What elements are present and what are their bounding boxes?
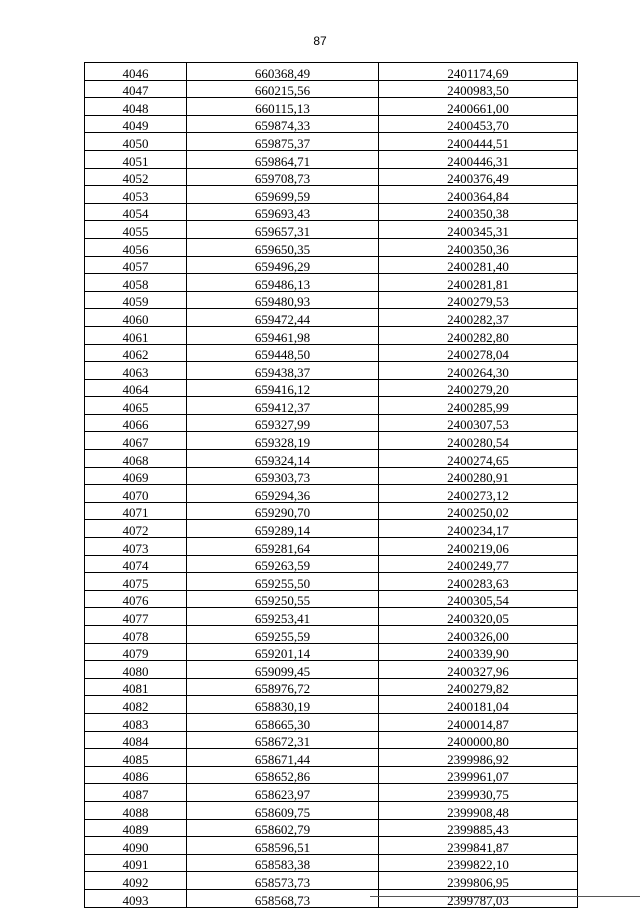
point-number-cell: 4086 — [85, 766, 187, 784]
y-coordinate-cell: 2400282,37 — [379, 309, 578, 327]
table-row — [85, 63, 578, 81]
table-row — [85, 731, 578, 749]
table-row — [85, 854, 578, 872]
point-number-cell: 4070 — [85, 485, 187, 503]
y-coordinate-cell: 2400326,00 — [379, 626, 578, 644]
y-coordinate-cell: 2400280,91 — [379, 467, 578, 485]
table-row — [85, 889, 578, 907]
x-coordinate-cell: 659281,64 — [187, 538, 379, 556]
y-coordinate-cell: 2400281,40 — [379, 256, 578, 274]
point-number-cell: 4067 — [85, 432, 187, 450]
y-coordinate-cell: 2400339,90 — [379, 643, 578, 661]
x-coordinate-cell: 659416,12 — [187, 379, 379, 397]
table-row — [85, 168, 578, 186]
x-coordinate-cell: 658596,51 — [187, 837, 379, 855]
table-row — [85, 837, 578, 855]
table-row — [85, 538, 578, 556]
table-row — [85, 344, 578, 362]
x-coordinate-cell: 658976,72 — [187, 678, 379, 696]
y-coordinate-cell: 2400278,04 — [379, 344, 578, 362]
y-coordinate-cell: 2400350,38 — [379, 203, 578, 221]
point-number-cell: 4066 — [85, 414, 187, 432]
x-coordinate-cell: 659438,37 — [187, 362, 379, 380]
x-coordinate-cell: 658665,30 — [187, 713, 379, 731]
table-row — [85, 221, 578, 239]
y-coordinate-cell: 2399885,43 — [379, 819, 578, 837]
y-coordinate-cell: 2400280,54 — [379, 432, 578, 450]
point-number-cell: 4093 — [85, 889, 187, 907]
y-coordinate-cell: 2400279,82 — [379, 678, 578, 696]
table-row — [85, 713, 578, 731]
x-coordinate-cell: 659486,13 — [187, 274, 379, 292]
x-coordinate-cell: 658568,73 — [187, 889, 379, 907]
table-row — [85, 133, 578, 151]
y-coordinate-cell: 2400376,49 — [379, 168, 578, 186]
table-row — [85, 520, 578, 538]
y-coordinate-cell: 2400327,96 — [379, 661, 578, 679]
table-row — [85, 626, 578, 644]
x-coordinate-cell: 658583,38 — [187, 854, 379, 872]
y-coordinate-cell: 2399806,95 — [379, 872, 578, 890]
table-row — [85, 661, 578, 679]
x-coordinate-cell: 660115,13 — [187, 98, 379, 116]
y-coordinate-cell: 2400273,12 — [379, 485, 578, 503]
y-coordinate-cell: 2400000,80 — [379, 731, 578, 749]
point-number-cell: 4074 — [85, 555, 187, 573]
x-coordinate-cell: 659657,31 — [187, 221, 379, 239]
table-row — [85, 872, 578, 890]
y-coordinate-cell: 2400279,20 — [379, 379, 578, 397]
point-number-cell: 4051 — [85, 150, 187, 168]
table-row — [85, 274, 578, 292]
y-coordinate-cell: 2399986,92 — [379, 749, 578, 767]
point-number-cell: 4071 — [85, 502, 187, 520]
table-row — [85, 80, 578, 98]
table-row — [85, 326, 578, 344]
scan-edge-line — [370, 896, 640, 897]
x-coordinate-cell: 659699,59 — [187, 186, 379, 204]
x-coordinate-cell: 659290,70 — [187, 502, 379, 520]
point-number-cell: 4058 — [85, 274, 187, 292]
y-coordinate-cell: 2400282,80 — [379, 326, 578, 344]
table-row — [85, 203, 578, 221]
point-number-cell: 4072 — [85, 520, 187, 538]
point-number-cell: 4054 — [85, 203, 187, 221]
y-coordinate-cell: 2400283,63 — [379, 573, 578, 591]
x-coordinate-cell: 659324,14 — [187, 450, 379, 468]
x-coordinate-cell: 659255,50 — [187, 573, 379, 591]
point-number-cell: 4089 — [85, 819, 187, 837]
point-number-cell: 4060 — [85, 309, 187, 327]
x-coordinate-cell: 659250,55 — [187, 590, 379, 608]
point-number-cell: 4081 — [85, 678, 187, 696]
y-coordinate-cell: 2400234,17 — [379, 520, 578, 538]
y-coordinate-cell: 2400249,77 — [379, 555, 578, 573]
point-number-cell: 4080 — [85, 661, 187, 679]
point-number-cell: 4052 — [85, 168, 187, 186]
x-coordinate-cell: 659412,37 — [187, 397, 379, 415]
table-row — [85, 485, 578, 503]
x-coordinate-cell: 658623,97 — [187, 784, 379, 802]
table-row — [85, 766, 578, 784]
point-number-cell: 4077 — [85, 608, 187, 626]
x-coordinate-cell: 659328,19 — [187, 432, 379, 450]
y-coordinate-cell: 2400320,05 — [379, 608, 578, 626]
y-coordinate-cell: 2400661,00 — [379, 98, 578, 116]
table-row — [85, 98, 578, 116]
point-number-cell: 4069 — [85, 467, 187, 485]
y-coordinate-cell: 2400305,54 — [379, 590, 578, 608]
x-coordinate-cell: 659448,50 — [187, 344, 379, 362]
y-coordinate-cell: 2399787,03 — [379, 889, 578, 907]
point-number-cell: 4084 — [85, 731, 187, 749]
x-coordinate-cell: 659496,29 — [187, 256, 379, 274]
point-number-cell: 4046 — [85, 63, 187, 81]
x-coordinate-cell: 659480,93 — [187, 291, 379, 309]
x-coordinate-cell: 659263,59 — [187, 555, 379, 573]
point-number-cell: 4087 — [85, 784, 187, 802]
x-coordinate-cell: 658830,19 — [187, 696, 379, 714]
table-row — [85, 573, 578, 591]
table-row — [85, 678, 578, 696]
point-number-cell: 4055 — [85, 221, 187, 239]
point-number-cell: 4068 — [85, 450, 187, 468]
table-row — [85, 696, 578, 714]
page-number: 87 — [313, 34, 327, 48]
y-coordinate-cell: 2399841,87 — [379, 837, 578, 855]
table-row — [85, 379, 578, 397]
point-number-cell: 4064 — [85, 379, 187, 397]
y-coordinate-cell: 2400281,81 — [379, 274, 578, 292]
x-coordinate-cell: 659255,59 — [187, 626, 379, 644]
x-coordinate-cell: 658602,79 — [187, 819, 379, 837]
x-coordinate-cell: 659201,14 — [187, 643, 379, 661]
x-coordinate-cell: 659289,14 — [187, 520, 379, 538]
x-coordinate-cell: 658672,31 — [187, 731, 379, 749]
x-coordinate-cell: 659461,98 — [187, 326, 379, 344]
point-number-cell: 4092 — [85, 872, 187, 890]
x-coordinate-cell: 659864,71 — [187, 150, 379, 168]
table-row — [85, 749, 578, 767]
y-coordinate-cell: 2400307,53 — [379, 414, 578, 432]
y-coordinate-cell: 2400350,36 — [379, 238, 578, 256]
x-coordinate-cell: 659303,73 — [187, 467, 379, 485]
point-number-cell: 4050 — [85, 133, 187, 151]
point-number-cell: 4083 — [85, 713, 187, 731]
x-coordinate-cell: 659650,35 — [187, 238, 379, 256]
point-number-cell: 4091 — [85, 854, 187, 872]
y-coordinate-cell: 2400274,65 — [379, 450, 578, 468]
table-row — [85, 450, 578, 468]
point-number-cell: 4056 — [85, 238, 187, 256]
y-coordinate-cell: 2399961,07 — [379, 766, 578, 784]
point-number-cell: 4076 — [85, 590, 187, 608]
y-coordinate-cell: 2401174,69 — [379, 63, 578, 81]
table-row — [85, 784, 578, 802]
point-number-cell: 4085 — [85, 749, 187, 767]
y-coordinate-cell: 2400285,99 — [379, 397, 578, 415]
x-coordinate-cell: 659327,99 — [187, 414, 379, 432]
table-row — [85, 819, 578, 837]
table-row — [85, 608, 578, 626]
y-coordinate-cell: 2400453,70 — [379, 115, 578, 133]
point-number-cell: 4053 — [85, 186, 187, 204]
table-row — [85, 256, 578, 274]
point-number-cell: 4082 — [85, 696, 187, 714]
point-number-cell: 4079 — [85, 643, 187, 661]
table-row — [85, 467, 578, 485]
x-coordinate-cell: 659708,73 — [187, 168, 379, 186]
point-number-cell: 4063 — [85, 362, 187, 380]
y-coordinate-cell: 2400345,31 — [379, 221, 578, 239]
x-coordinate-cell: 660215,56 — [187, 80, 379, 98]
point-number-cell: 4057 — [85, 256, 187, 274]
point-number-cell: 4049 — [85, 115, 187, 133]
x-coordinate-cell: 658671,44 — [187, 749, 379, 767]
point-number-cell: 4090 — [85, 837, 187, 855]
y-coordinate-cell: 2399908,48 — [379, 801, 578, 819]
x-coordinate-cell: 659253,41 — [187, 608, 379, 626]
y-coordinate-cell: 2400444,51 — [379, 133, 578, 151]
point-number-cell: 4059 — [85, 291, 187, 309]
table-row — [85, 432, 578, 450]
x-coordinate-cell: 658652,86 — [187, 766, 379, 784]
y-coordinate-cell: 2399822,10 — [379, 854, 578, 872]
y-coordinate-cell: 2400181,04 — [379, 696, 578, 714]
y-coordinate-cell: 2400279,53 — [379, 291, 578, 309]
table-row — [85, 362, 578, 380]
x-coordinate-cell: 660368,49 — [187, 63, 379, 81]
table-row — [85, 397, 578, 415]
point-number-cell: 4073 — [85, 538, 187, 556]
y-coordinate-cell: 2400446,31 — [379, 150, 578, 168]
coordinates-table — [84, 62, 578, 908]
table-row — [85, 186, 578, 204]
y-coordinate-cell: 2400364,84 — [379, 186, 578, 204]
table-row — [85, 150, 578, 168]
x-coordinate-cell: 659472,44 — [187, 309, 379, 327]
point-number-cell: 4048 — [85, 98, 187, 116]
y-coordinate-cell: 2400983,50 — [379, 80, 578, 98]
x-coordinate-cell: 658609,75 — [187, 801, 379, 819]
x-coordinate-cell: 659874,33 — [187, 115, 379, 133]
x-coordinate-cell: 659875,37 — [187, 133, 379, 151]
table-row — [85, 801, 578, 819]
table-row — [85, 590, 578, 608]
point-number-cell: 4088 — [85, 801, 187, 819]
point-number-cell: 4061 — [85, 326, 187, 344]
table-row — [85, 555, 578, 573]
table-row — [85, 643, 578, 661]
table-row — [85, 502, 578, 520]
x-coordinate-cell: 659294,36 — [187, 485, 379, 503]
y-coordinate-cell: 2399930,75 — [379, 784, 578, 802]
point-number-cell: 4062 — [85, 344, 187, 362]
x-coordinate-cell: 659693,43 — [187, 203, 379, 221]
point-number-cell: 4047 — [85, 80, 187, 98]
table-row — [85, 115, 578, 133]
y-coordinate-cell: 2400264,30 — [379, 362, 578, 380]
table-row — [85, 414, 578, 432]
y-coordinate-cell: 2400250,02 — [379, 502, 578, 520]
table-row — [85, 238, 578, 256]
y-coordinate-cell: 2400219,06 — [379, 538, 578, 556]
point-number-cell: 4078 — [85, 626, 187, 644]
point-number-cell: 4075 — [85, 573, 187, 591]
x-coordinate-cell: 658573,73 — [187, 872, 379, 890]
point-number-cell: 4065 — [85, 397, 187, 415]
x-coordinate-cell: 659099,45 — [187, 661, 379, 679]
coordinates-table-body — [85, 63, 578, 908]
table-row — [85, 309, 578, 327]
y-coordinate-cell: 2400014,87 — [379, 713, 578, 731]
table-row — [85, 291, 578, 309]
